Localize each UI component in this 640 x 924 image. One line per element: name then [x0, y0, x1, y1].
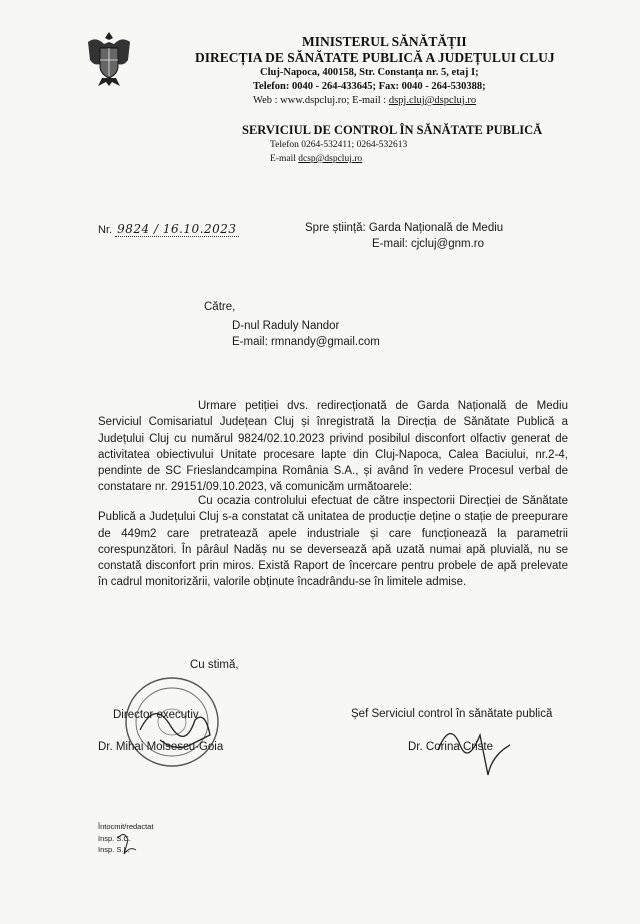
footer-drafted: Întocmit/redactat: [98, 822, 154, 831]
header-phone-fax: Telefon: 0040 - 264-433645; Fax: 0040 - 264-530388;: [253, 81, 486, 92]
service-email-label: E-mail: [270, 154, 299, 164]
header-email-link[interactable]: dspj.cluj@dspcluj.ro: [388, 95, 477, 106]
header-web-email: [253, 95, 476, 106]
cc-email: E-mail: cjcluj@gnm.ro: [372, 238, 485, 250]
director-name: Dr. Mihai Moisescu-Goia: [98, 741, 224, 753]
recipient-email: E-mail: rmnandy@gmail.com: [232, 336, 380, 348]
director-title: Director executiv: [113, 709, 199, 721]
registration-handwritten: 9824 / 16.10.2023: [117, 222, 237, 236]
recipient-name: D-nul Raduly Nandor: [232, 320, 340, 332]
header-address: Cluj-Napoca, 400158, Str. Constanța nr. 5, etaj I;: [260, 67, 479, 78]
chief-title: Șef Serviciul control în sănătate publică: [351, 708, 553, 720]
header-web-label: Web : www.dspcluj.ro; E-mail :: [253, 95, 389, 106]
body-paragraph-1: Urmare petiției dvs. redirecționată de Garda Națională de Mediu Serviciul Comisariatul Județean Cluj și înregistrată la Direcția de Sănătate Publică a Județului Cluj cu numărul 9824/02.10.2023 privind posibilul disconfort olfactiv generat de activitatea obiectivului Unitate procesare lapte din Cluj-Napoca, Calea Baciului, nr.2-4, pendinte de SC Frieslandcampina România S.A., și având în vedere Procesul verbal de constatare nr. 29151/09.10.2023, vă comunicăm următoarele:: [98, 400, 568, 494]
registration-number: [98, 222, 239, 236]
recipient-to: Către,: [204, 301, 236, 313]
footer-inspector-2: Insp. S.L.: [98, 845, 130, 854]
inspector-initials-icon: [114, 828, 140, 858]
cc-line: Spre știință: Garda Națională de Mediu: [305, 222, 504, 234]
service-email-link[interactable]: dcsp@dspcluj.ro: [298, 154, 363, 164]
service-title: SERVICIUL DE CONTROL ÎN SĂNĂTATE PUBLICĂ: [242, 123, 543, 137]
body-paragraph-2: Cu ocazia controlului efectuat de către inspectorii Direcției de Sănătate Publică a Județului Cluj s-a constatat că unitatea de producție deține o stație de preepurare de 449m2 care pretratează apele industriale și care funcționează la parametrii corespunzători. În pârâul Nadăș nu se deversează apă uzată numai apă pluvială, nu se constată disconfort prin miros. Există Raport de încercare pentru probele de apă prelevate în cadrul monitorizării, valorile obținute încadrându-se în limitele admise.: [98, 495, 568, 589]
header-directorate: DIRECȚIA DE SĂNĂTATE PUBLICĂ A JUDEȚULUI CLUJ: [195, 50, 555, 65]
registration-prefix: Nr.: [98, 224, 113, 236]
closing-regards: Cu stimă,: [190, 659, 239, 671]
chief-name: Dr. Corina Criste: [408, 741, 493, 753]
footer-inspector-1: Insp. S.C.: [98, 834, 131, 843]
coat-of-arms-icon: [84, 30, 134, 88]
header-ministry: MINISTERUL SĂNĂTĂȚII: [302, 34, 467, 49]
service-email-line: [270, 154, 362, 164]
service-phone: Telefon 0264-532411; 0264-532613: [270, 140, 408, 150]
